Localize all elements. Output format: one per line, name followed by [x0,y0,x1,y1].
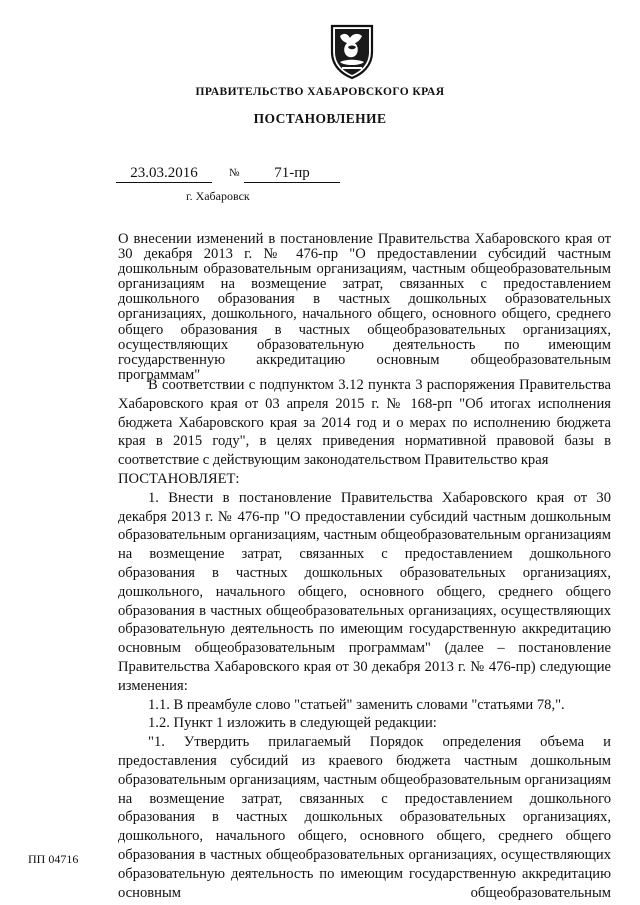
organization-heading: ПРАВИТЕЛЬСТВО ХАБАРОВСКОГО КРАЯ [195,86,445,98]
city-label: г. Хабаровск [186,189,250,203]
decree-word: ПОСТАНОВЛЯЕТ: [118,470,240,487]
coat-of-arms-icon [328,22,376,80]
document-title: О внесении изменений в постановление Правительства Хабаровского края от 30 декабря 2013 г. № 476-пр "О предоставлении субсидий частным дошкольным образовательным организациям, частным общеобразовательным организациям на возмещение затрат, связанных с предоставлением дошкольного образования в частных дошкольных образовательных организациях, дошкольного, начального общего, основного общего, среднего общего образования в частных общеобразовательных организациях, осуществляющих образовательную деятельность по имеющим государственную аккредитацию основным общеобразовательным программам" [118,231,611,383]
preamble-paragraph: В соответствии с подпунктом 3.12 пункта 3 распоряжения Правительства Хабаровского края от 03 апреля 2015 г. № 168-рп "Об итогах исполнения бюджета Хабаровского края за 2014 год и о мерах по исполнению бюджета края в 2015 году", в целях приведения нормативной правовой базы в соответствие с действующим законодательством Правительство края [118,377,611,469]
document-body [118,376,611,902]
document-number: 71-пр [244,165,340,183]
document-type-heading: ПОСТАНОВЛЕНИЕ [253,111,387,126]
item-1-1-paragraph: 1.1. В преамбуле слово "статьей" заменить словами "статьями 78,". [148,696,565,713]
item-1-2-quoted-text: "1. Утвердить прилагаемый Порядок определения объема и предоставления субсидий из краевого бюджета частным дошкольным образовательным организациям, частным общеобразовательным организациям на возмещение затрат, связанных с предоставлением дошкольного образования в частных дошкольных образовательных организациях, дошкольного, начального общего, основного общего, среднего общего образования в частных общеобразовательных организациях, осуществляющих образовательную деятельность по имеющим государственную аккредитацию основным общеобразовательным [118,734,612,901]
item-1-paragraph: 1. Внести в постановление Правительства Хабаровского края от 30 декабря 2013 г. № 476-пр "О предоставлении субсидий частным дошкольным образовательным организациям, частным общеобразовательным организациям на возмещение затрат, связанных с предоставлением дошкольного образования в частных дошкольных образовательных организациях, дошкольного, начального общего, основного общего, среднего общего образования в частных общеобразовательных организациях, осуществляющих образовательную деятельность по имеющим государственную аккредитацию основным общеобразовательным программам" (далее – постановление Правительства Хабаровского края от 30 декабря 2013 г. № 476-пр) следующие изменения: [118,489,612,694]
number-sign: № [229,167,240,179]
footer-code: ПП 04716 [28,852,79,866]
registration-line [116,165,356,185]
document-date: 23.03.2016 [116,165,212,183]
item-1-2-paragraph: 1.2. Пункт 1 изложить в следующей редакции: [148,715,437,732]
